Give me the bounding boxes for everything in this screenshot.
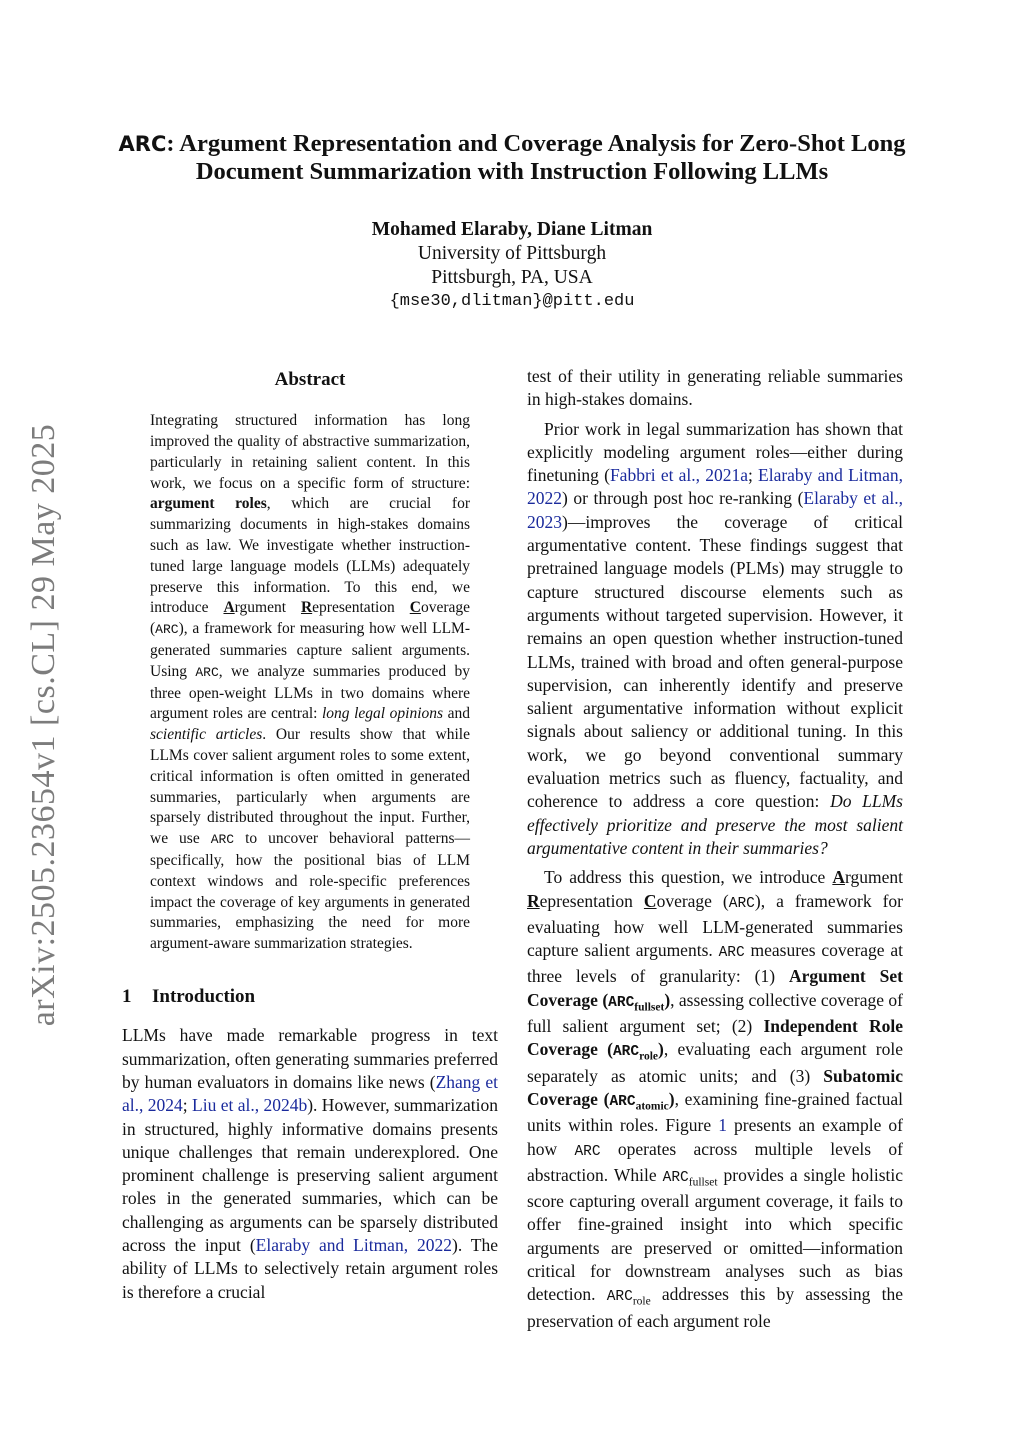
- title-acronym: ARC: [118, 132, 167, 156]
- intro-paragraph-1-continued: test of their utility in generating reliable summaries in high-stakes domains.: [527, 366, 903, 410]
- intro-paragraph-3: To address this question, we introduce Argument Representation Coverage (ARC), a framework for evaluating how well LLM-generated summaries capture salient arguments. ARC measures coverage at three levels of granularity: (1) Argument Set Coverage $(ARC_{fullset})$, assessing collective coverage of full salient argument set; (2) Independent Role Coverage $(ARC_{role})$, evaluating each argument role separately as atomic units; and (3) Subatomic Coverage $(ARC_{atomic})$, examining fine-grained factual units within roles. Figure 1 presents an example of how ARC operates across multiple levels of abstraction. While $ARC_{fullset}$ provides a single holistic score capturing overall argument coverage, it fails to offer fine-grained insight into which specific arguments are preserved or omitted—information critical for downstream analyses such as bias detection. $ARC_{role}$ addresses this by assessing the preservation of each argument role: [527, 867, 903, 1331]
- title-line2: Document Summarization with Instruction Following LLMs: [195, 158, 829, 185]
- citation-link[interactable]: Elaraby et al., 2023: [527, 488, 903, 532]
- left-column: [122, 365, 498, 1304]
- abstract-text: Integrating structured information has long improved the quality of abstractive summarization, particularly in retaining salient content. In this work, we focus on a specific form of structure: argument roles, which are crucial for summarizing documents in high-stakes domains such as law. We investigate whether instruction-tuned large language models (LLMs) adequately preserve this information. To this end, we introduce Argument Representation Coverage (ARC), a framework for measuring how well LLM-generated summaries capture salient arguments. Using ARC, we analyze summaries produced by three open-weight LLMs in two domains where argument roles are central: long legal opinions and scientific articles. Our results show that while LLMs cover salient argument roles to some extent, critical information is often omitted in generated summaries, particularly when arguments are sparsely distributed throughout the input. Further, we use ARC to uncover behavioral patterns—specifically, how the positional bias of LLM context windows and role-specific preferences impact the coverage of key arguments in generated summaries, emphasizing the need for more argument-aware summarization strategies.: [150, 412, 470, 953]
- section-title: Introduction: [152, 986, 256, 1008]
- intro-paragraph-2: Prior work in legal summarization has shown that explicitly modeling argument roles—either during finetuning (Fabbri et al., 2021a; Elaraby and Litman, 2022) or through post hoc re-ranking (Elaraby et al., 2023)—improves the coverage of critical argumentative content. These findings suggest that pretrained language models (PLMs) may struggle to capture structured discourse elements such as arguments without targeted supervision. However, it remains an open question whether instruction-tuned LLMs, trained with broad and often general-purpose supervision, can inherently identify and preserve salient argumentative information without explicit signals about saliency or additional tuning. In this work, we go beyond conventional summary evaluation metrics such as fluency, factuality, and coherence to address a core question: Do LLMs effectively prioritize and preserve the most salient argumentative content in their summaries?: [527, 418, 903, 858]
- arxiv-id-text: arXiv:2505.23654v1 [cs.CL] 29 May 2025: [25, 423, 62, 1027]
- author-names: Mohamed Elaraby, Diane Litman: [371, 219, 653, 240]
- author-block: [200, 218, 824, 314]
- paper-title: [100, 130, 924, 186]
- section-number: 1: [122, 986, 132, 1008]
- section-heading-introduction: [122, 985, 498, 1008]
- citation-link[interactable]: Elaraby and Litman, 2022: [255, 1234, 452, 1255]
- location: Pittsburgh, PA, USA: [431, 267, 593, 288]
- citation-link[interactable]: Fabbri et al., 2021a: [609, 465, 748, 486]
- abstract-heading: Abstract: [274, 369, 346, 390]
- affiliation: University of Pittsburgh: [417, 243, 607, 264]
- citation-link[interactable]: Elaraby and Litman, 2022: [527, 465, 903, 509]
- citation-link[interactable]: Liu et al., 2024b: [192, 1095, 308, 1116]
- author-email: {mse30,dlitman}@pitt.edu: [389, 292, 635, 311]
- intro-paragraph-1: LLMs have made remarkable progress in text summarization, often generating summaries preferred by human evaluators in domains like news (Zhang et al., 2024; Liu et al., 2024b). However, summarization in structured, highly informative domains presents unique challenges that remain underexplored. One prominent challenge is preserving salient argument roles in the generated summaries, which can be challenging as arguments can be sparsely distributed across the input (Elaraby and Litman, 2022). The ability of LLMs to selectively retain argument roles is therefore a crucial: [122, 1025, 499, 1302]
- figure-link[interactable]: 1: [718, 1115, 727, 1136]
- citation-link[interactable]: Zhang et al., 2024: [122, 1071, 498, 1116]
- title-line1: : Argument Representation and Coverage Analysis for Zero-Shot Long: [166, 130, 906, 157]
- right-column: [527, 365, 903, 1333]
